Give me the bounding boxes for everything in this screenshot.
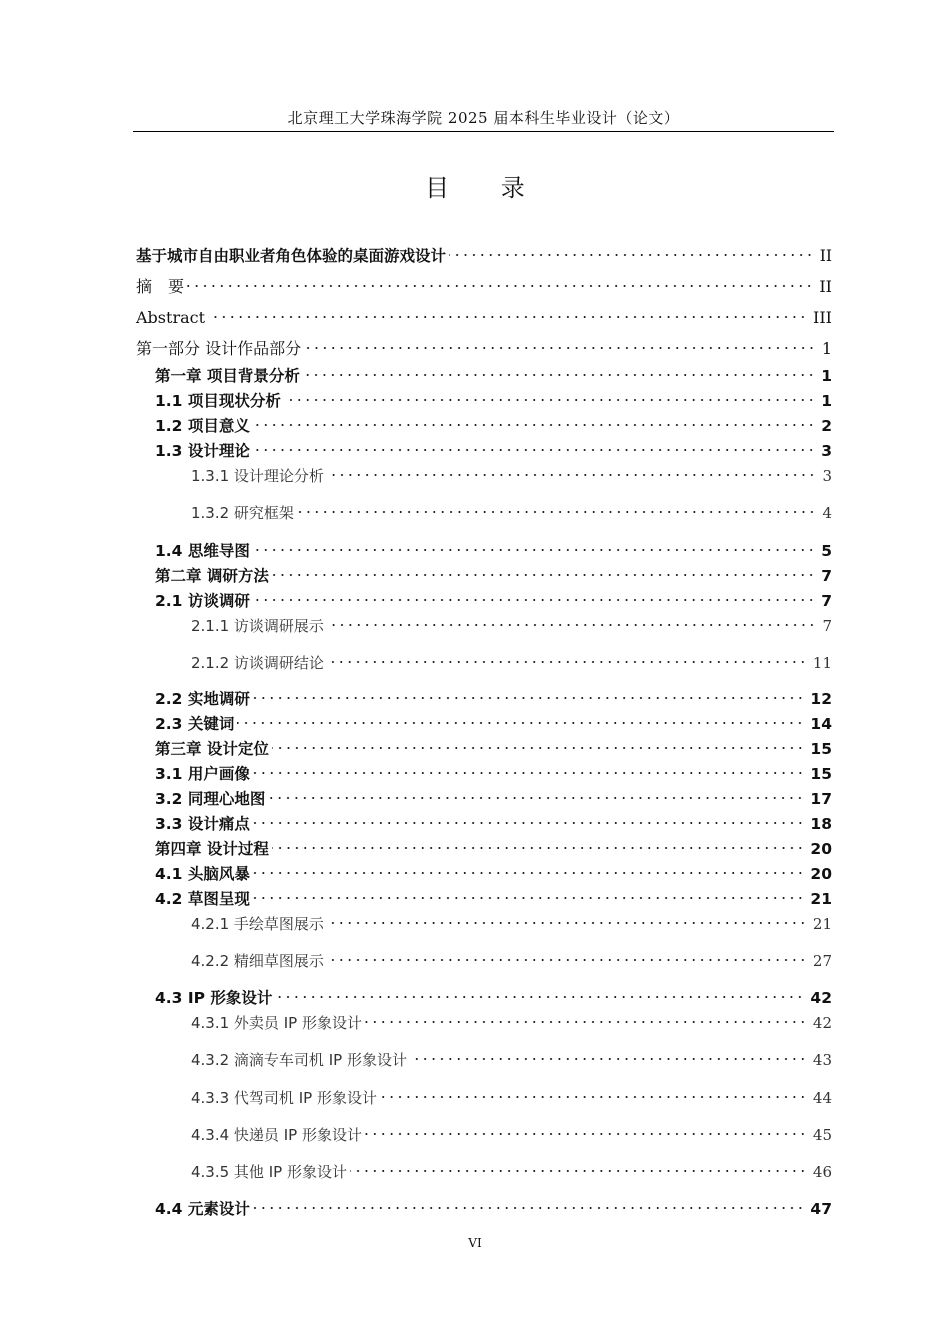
- toc-entry[interactable]: [155, 559, 832, 585]
- toc-page: 17: [810, 790, 832, 808]
- toc-entry[interactable]: [155, 534, 832, 560]
- toc-label: 第一章 项目背景分析: [155, 367, 300, 385]
- toc-page: 14: [810, 715, 832, 733]
- dot-leader: [253, 807, 805, 829]
- toc-entry[interactable]: [155, 434, 832, 460]
- dot-leader: [268, 782, 804, 804]
- toc-page: 11: [812, 654, 832, 672]
- toc-entry[interactable]: [155, 1192, 832, 1218]
- toc-page: 43: [812, 1051, 832, 1069]
- toc-page: 1: [821, 339, 832, 358]
- toc-entry[interactable]: [155, 832, 832, 858]
- toc-label: 第三章 设计定位: [155, 740, 269, 758]
- toc-label: 2.1 访谈调研: [155, 592, 250, 610]
- toc-label: 基于城市自由职业者角色体验的桌面游戏设计: [136, 247, 447, 265]
- toc-page: II: [819, 247, 832, 265]
- toc-label: 4.3.3 代驾司机 IP 形象设计: [191, 1089, 377, 1107]
- toc-entry[interactable]: [136, 270, 832, 296]
- toc-entry[interactable]: [191, 907, 832, 933]
- dot-leader: [253, 682, 805, 704]
- dot-leader: [253, 857, 805, 879]
- toc-page: 20: [810, 840, 832, 858]
- toc-label: 1.3 设计理论: [155, 442, 250, 460]
- dot-leader: [410, 1043, 807, 1065]
- dot-leader: [365, 1118, 807, 1140]
- toc-page: 20: [810, 865, 832, 883]
- toc-label: 4.1 头脑风暴: [155, 865, 250, 883]
- dot-leader: [253, 434, 815, 456]
- dot-leader: [272, 559, 815, 581]
- toc-label: 1.3.1 设计理论分析: [191, 467, 324, 485]
- toc-page: 5: [821, 542, 832, 560]
- toc-entry[interactable]: [155, 807, 832, 833]
- page-number: VI: [468, 1236, 482, 1250]
- dot-leader: [350, 1155, 807, 1177]
- toc-page: 21: [810, 890, 832, 908]
- header-rule: [133, 131, 834, 132]
- toc-entry[interactable]: [191, 1155, 832, 1181]
- toc-page: 7: [821, 592, 832, 610]
- toc-entry[interactable]: [155, 707, 832, 733]
- toc-label: Abstract: [136, 308, 206, 327]
- dot-leader: [187, 270, 813, 292]
- toc-label: 4.2 草图呈现: [155, 890, 250, 908]
- toc-label: 4.2.1 手绘草图展示: [191, 915, 324, 933]
- toc-page: 1: [821, 367, 832, 385]
- toc-page: 3: [821, 442, 832, 460]
- dot-leader: [253, 409, 815, 431]
- dot-leader: [253, 1192, 805, 1214]
- dot-leader: [303, 359, 815, 381]
- dot-leader: [449, 239, 814, 261]
- toc-label: 3.1 用户画像: [155, 765, 250, 783]
- toc-label: 4.3.5 其他 IP 形象设计: [191, 1163, 347, 1181]
- dot-leader: [380, 1081, 807, 1103]
- toc-entry[interactable]: [191, 646, 832, 672]
- toc-entry[interactable]: [155, 882, 832, 908]
- toc-label: 4.4 元素设计: [155, 1200, 250, 1218]
- dot-leader: [297, 496, 816, 518]
- toc-page: II: [819, 277, 832, 296]
- toc-entry[interactable]: [191, 944, 832, 970]
- toc-page: 12: [810, 690, 832, 708]
- toc-page: 42: [812, 1014, 832, 1032]
- toc-entry[interactable]: [136, 239, 832, 265]
- toc-label: 第一部分 设计作品部分: [136, 339, 302, 358]
- toc-page: 15: [810, 740, 832, 758]
- dot-leader: [253, 534, 815, 556]
- toc-entry[interactable]: [155, 732, 832, 758]
- toc-entry[interactable]: [191, 1043, 832, 1069]
- toc-page: 44: [812, 1089, 832, 1107]
- toc-page: 2: [821, 417, 832, 435]
- toc-label: 2.1.1 访谈调研展示: [191, 617, 324, 635]
- toc-label: 第二章 调研方法: [155, 567, 269, 585]
- dot-leader: [304, 332, 816, 354]
- toc-label: 3.3 设计痛点: [155, 815, 250, 833]
- dot-leader: [272, 832, 805, 854]
- dot-leader: [275, 981, 804, 1003]
- toc-entry[interactable]: [155, 584, 832, 610]
- toc-page: 4: [822, 504, 832, 522]
- dot-leader: [253, 757, 805, 779]
- toc-page: 7: [822, 617, 832, 635]
- toc-label: 4.3.4 快递员 IP 形象设计: [191, 1126, 362, 1144]
- toc-label: 1.3.2 研究框架: [191, 504, 294, 522]
- toc-entry[interactable]: [155, 682, 832, 708]
- toc-title: 目 录: [425, 174, 547, 202]
- toc-entry[interactable]: [155, 757, 832, 783]
- dot-leader: [365, 1006, 807, 1028]
- toc-label: 4.2.2 精细草图展示: [191, 952, 324, 970]
- toc-page: 3: [822, 467, 832, 485]
- dot-leader: [253, 882, 805, 904]
- toc-page: 46: [812, 1163, 832, 1181]
- toc-page: 47: [810, 1200, 832, 1218]
- toc-entry[interactable]: [191, 1118, 832, 1144]
- toc-entry[interactable]: [155, 782, 832, 808]
- dot-leader: [327, 646, 807, 668]
- toc-page: 1: [821, 392, 832, 410]
- toc-label: 1.4 思维导图: [155, 542, 250, 560]
- dot-leader: [208, 301, 807, 323]
- toc-entry[interactable]: [155, 409, 832, 435]
- toc-entry[interactable]: [155, 981, 832, 1007]
- dot-leader: [237, 707, 804, 729]
- running-header: 北京理工大学珠海学院 2025 届本科生毕业设计（论文）: [287, 109, 680, 127]
- toc-label: 3.2 同理心地图: [155, 790, 266, 808]
- toc-entry[interactable]: [136, 301, 832, 327]
- toc-page: 18: [810, 815, 832, 833]
- toc-page: III: [813, 308, 832, 327]
- dot-leader: [272, 732, 805, 754]
- toc-entry[interactable]: [191, 609, 832, 635]
- toc-entry[interactable]: [191, 496, 832, 522]
- toc-label: 2.1.2 访谈调研结论: [191, 654, 324, 672]
- toc-entry[interactable]: [191, 1006, 832, 1032]
- toc-entry[interactable]: [136, 332, 832, 358]
- toc-page: 45: [812, 1126, 832, 1144]
- toc-label: 摘 要: [136, 277, 185, 296]
- toc-page: 15: [810, 765, 832, 783]
- toc-label: 1.1 项目现状分析: [155, 392, 281, 410]
- toc-entry[interactable]: [155, 384, 832, 410]
- toc-page: 27: [812, 952, 832, 970]
- toc-entry[interactable]: [155, 359, 832, 385]
- dot-leader: [327, 907, 807, 929]
- dot-leader: [327, 459, 816, 481]
- toc-page: 42: [810, 989, 832, 1007]
- toc-label: 4.3.2 滴滴专车司机 IP 形象设计: [191, 1051, 407, 1069]
- toc-entry[interactable]: [191, 1081, 832, 1107]
- toc-label: 2.3 关键词: [155, 715, 235, 733]
- toc-label: 第四章 设计过程: [155, 840, 269, 858]
- toc-label: 1.2 项目意义: [155, 417, 250, 435]
- dot-leader: [327, 609, 816, 631]
- toc-page: 7: [821, 567, 832, 585]
- toc-entry[interactable]: [191, 459, 832, 485]
- toc-page: 21: [812, 915, 832, 933]
- toc-label: 4.3.1 外卖员 IP 形象设计: [191, 1014, 362, 1032]
- toc-label: 4.3 IP 形象设计: [155, 989, 273, 1007]
- dot-leader: [284, 384, 815, 406]
- dot-leader: [327, 944, 807, 966]
- toc-entry[interactable]: [155, 857, 832, 883]
- toc-label: 2.2 实地调研: [155, 690, 250, 708]
- dot-leader: [253, 584, 815, 606]
